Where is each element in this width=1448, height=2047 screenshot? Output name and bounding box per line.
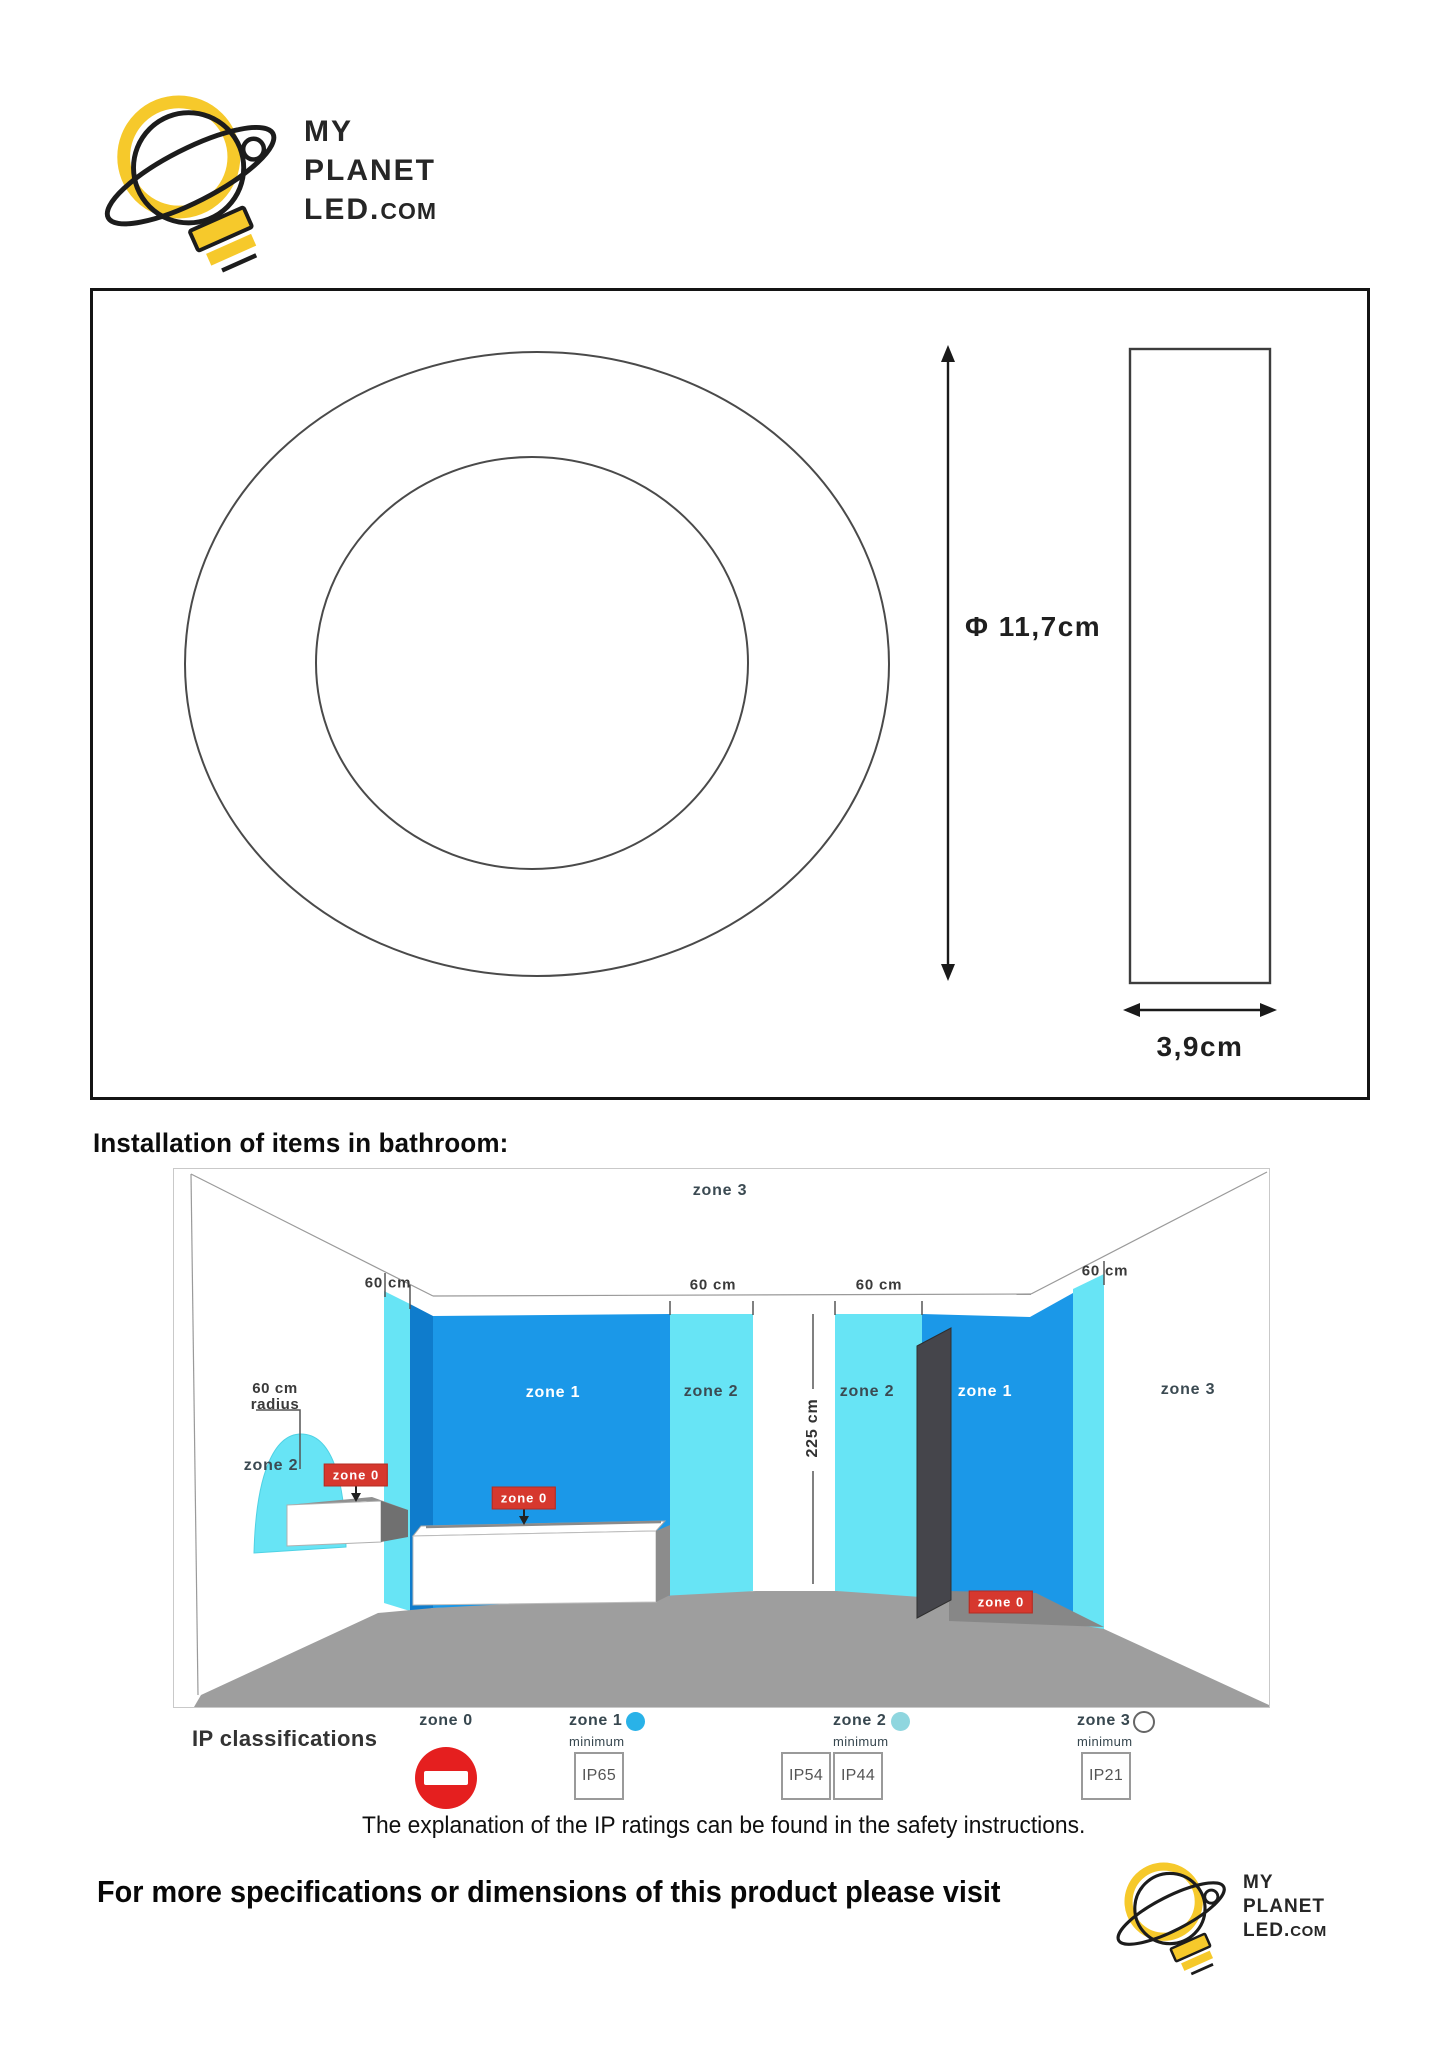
planet-logo-icon [104,84,286,286]
ip21-rating-box: IP21 [1081,1752,1131,1800]
more-specs-text: For more specifications or dimensions of this product please visit [97,1874,1001,1909]
ip65-rating-box: IP65 [574,1752,624,1800]
dimension-drawing [93,291,1367,1097]
dim-60cm-radius: 60 cm radius [250,1380,300,1413]
logo-wordmark [304,112,437,231]
zone3-ceiling-label: zone 3 [692,1182,748,1199]
ip54-rating-box: IP54 [781,1752,831,1800]
logo-line-my: MY [304,115,353,148]
section-title: Installation of items in bathroom: [93,1128,509,1158]
dimension-drawing-box [90,288,1370,1100]
zone3-ring-icon [1133,1711,1155,1733]
no-entry-icon [415,1747,477,1809]
dim-60cm-left-wall: 60 cm [364,1274,412,1292]
zone1-bath-label: zone 1 [525,1384,581,1401]
zone2-left-of-door-label: zone 2 [683,1383,739,1400]
legend-zone2-minimum: minimum [833,1734,889,1749]
legend-title: IP classifications [192,1726,378,1751]
footer-logo-line-planet: PLANET [1243,1896,1325,1917]
zone0-badge-shower: zone 0 [969,1591,1033,1614]
zone0-badge-bathtub: zone 0 [492,1487,556,1510]
dim-225cm-height: 225 cm [804,1398,821,1458]
legend-zone3-label: zone 3 [1077,1712,1131,1729]
dim-60cm-right-wall: 60 cm [1081,1262,1129,1280]
diameter-dimension-label: Φ 11,7cm [965,611,1102,642]
dim-60cm-zone2b: 60 cm [855,1276,903,1294]
zone3-wall-label: zone 3 [1160,1381,1216,1398]
legend-zone2-label: zone 2 [833,1712,887,1729]
zone1-shower-label: zone 1 [957,1383,1013,1400]
logo-wordmark-footer [1243,1871,1327,1944]
bathroom-scene [174,1169,1269,1707]
legend-zone3-minimum: minimum [1077,1734,1133,1749]
legend-zone1-label: zone 1 [569,1712,623,1729]
ip-explanation-note: The explanation of the IP ratings can be found in the safety instructions. [362,1812,1086,1839]
zone2-right-of-door-label: zone 2 [839,1383,895,1400]
dim-60cm-zone2a: 60 cm [689,1276,737,1294]
logo-line-led: LED.COM [304,193,438,226]
logo-line-planet: PLANET [304,154,436,187]
zone2-color-dot-icon [891,1712,910,1731]
legend-zone0-label: zone 0 [419,1712,473,1729]
bathroom-zones-diagram [173,1168,1270,1708]
zone1-color-dot-icon [626,1712,645,1731]
no-entry-bar [424,1771,468,1785]
footer-logo-line-led: LED.COM [1243,1920,1327,1941]
zone2-washbasin-label: zone 2 [243,1457,299,1474]
ip44-rating-box: IP44 [833,1752,883,1800]
legend-zone1-minimum: minimum [569,1734,625,1749]
footer-logo-line-my: MY [1243,1872,1274,1893]
depth-dimension-label: 3,9cm [1156,1031,1244,1062]
planet-logo-icon-footer [1116,1855,1232,1984]
zone0-badge-washbasin: zone 0 [324,1464,388,1487]
